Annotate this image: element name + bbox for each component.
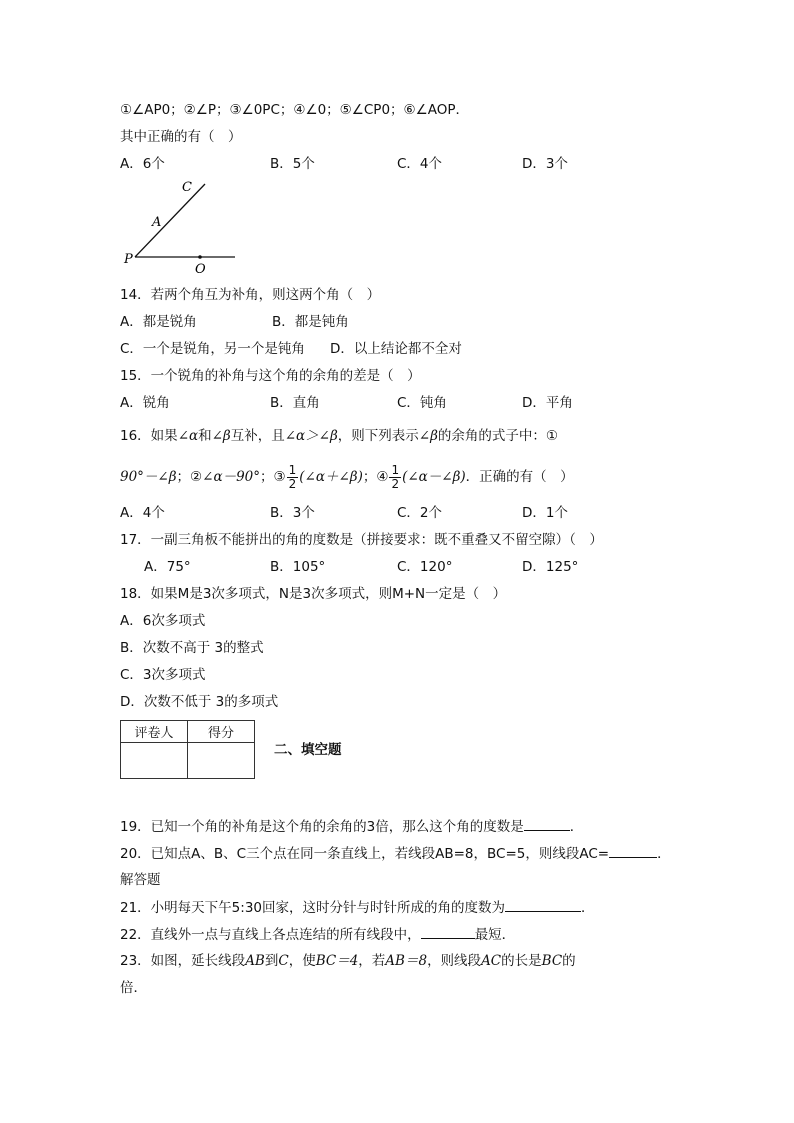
- q19-answer-blank: [524, 817, 570, 831]
- q19: [120, 817, 583, 836]
- label-o: O: [195, 262, 206, 276]
- q14-option-b: B．都是钝角: [272, 314, 349, 330]
- label-c: C: [182, 180, 192, 195]
- q16-half-fraction-2: [389, 464, 401, 491]
- q18-option-a: A．6次多项式: [120, 613, 206, 629]
- q16-option-b: B．3个: [270, 505, 315, 521]
- q23-segment-ac: AC: [481, 953, 502, 969]
- q19-end: ．: [569, 819, 584, 835]
- q21-answer-blank: [505, 898, 581, 912]
- q23-point-c: C: [278, 953, 289, 969]
- q16-sep-3: ；④: [362, 469, 389, 485]
- q20-text: 20．已知点A、B、C三个点在同一条直线上，若线段AB=8，BC=5，则线段AC=: [120, 846, 610, 862]
- q23-line1: [120, 952, 576, 970]
- q16-stem-a: 16．如果: [120, 428, 178, 444]
- q23-text-e: ，则线段: [427, 953, 482, 969]
- q14-option-c: C．一个是锐角，另一个是钝角: [120, 341, 305, 357]
- q16-sep-1: ；②: [176, 469, 203, 485]
- q23-segment-ab: AB: [245, 953, 265, 969]
- q22-text-a: 22．直线外一点与直线上各点连结的所有线段中，: [120, 927, 421, 943]
- q16-angle-beta: ∠β: [211, 428, 231, 444]
- q15-option-c: C．钝角: [397, 395, 447, 411]
- q18-option-c: C．3次多项式: [120, 667, 206, 683]
- q16-sep-2: ；③: [260, 469, 286, 485]
- q16-stem: [120, 427, 558, 445]
- q17-option-d: D．125°: [522, 559, 579, 575]
- q16-half-fraction-1: [287, 464, 299, 491]
- q23-text-g: 的: [562, 953, 576, 969]
- q15-stem: 15．一个锐角的补角与这个角的余角的差是（ ）: [120, 368, 421, 384]
- q14-option-d: D．以上结论都不全对: [330, 341, 462, 357]
- q16-expr-3: (∠α＋∠β): [299, 469, 363, 485]
- q16-option-d: D．1个: [522, 505, 568, 521]
- q16-expr-2: ∠α－90°: [202, 469, 261, 485]
- q23-text-c: ，使: [288, 953, 316, 969]
- q18-option-d: D．次数不低于 3的多项式: [120, 694, 279, 710]
- q16-angle-beta-2: ∠β: [418, 428, 438, 444]
- q16-expressions: [120, 460, 574, 494]
- q17-option-b: B．105°: [270, 559, 326, 575]
- q23-text-d: ，若: [358, 953, 386, 969]
- q18-stem: 18．如果M是3次多项式，N是3次多项式，则M+N一定是（ ）: [120, 586, 507, 602]
- score-table-grader-cell: [121, 743, 188, 779]
- q22-text-b: 最短．: [474, 927, 516, 943]
- label-p: P: [124, 252, 133, 267]
- q16-and: 和: [198, 428, 212, 444]
- fraction-numerator: 1: [288, 462, 297, 477]
- q20-end: ．: [657, 846, 671, 862]
- q20: [120, 844, 671, 863]
- q13-option-c: C．4个: [397, 156, 443, 172]
- q16-angle-alpha: ∠α: [177, 428, 199, 444]
- q13-question: 其中正确的有（ ）: [120, 129, 242, 145]
- q16-expr-4: (∠α－∠β): [402, 469, 466, 485]
- q17-option-a: A．75°: [144, 559, 191, 575]
- q21: [120, 898, 595, 917]
- q16-option-a: A．4个: [120, 505, 165, 521]
- q16-inequality: ∠α＞∠β: [284, 428, 338, 444]
- q16-stem-d: 的余角的式子中：①: [437, 428, 559, 444]
- q14-option-a: A．都是锐角: [120, 314, 197, 330]
- angle-figure: [118, 176, 248, 276]
- q16-tail: ．正确的有（ ）: [465, 469, 574, 485]
- fraction-denominator: 2: [391, 476, 400, 491]
- q23-text-f: 的长是: [501, 953, 542, 969]
- q16-stem-b: 互补，且: [230, 428, 285, 444]
- fraction-denominator: 2: [288, 476, 297, 491]
- q16-stem-c: ，则下列表示: [337, 428, 419, 444]
- score-table-score-header: 得分: [188, 721, 255, 743]
- q21-end: ．: [581, 900, 595, 916]
- q15-option-a: A．锐角: [120, 395, 170, 411]
- fraction-numerator: 1: [391, 462, 400, 477]
- q13-option-a: A．6个: [120, 156, 165, 172]
- q15-option-d: D．平角: [522, 395, 573, 411]
- ray-pc: [135, 184, 205, 257]
- q20-answer-blank: [609, 844, 657, 858]
- score-table-grader-header: 评卷人: [121, 721, 188, 743]
- q19-text: 19．已知一个角的补角是这个角的余角的3倍，那么这个角的度数是: [120, 819, 524, 835]
- q23-line2: 倍．: [120, 980, 147, 996]
- q16-expr-1: 90°－∠β: [120, 469, 177, 485]
- q13-option-d: D．3个: [522, 156, 568, 172]
- q22: [120, 925, 515, 944]
- q21-text: 21．小明每天下午5:30回家，这时分针与时针所成的角的度数为: [120, 900, 505, 916]
- q23-segment-bc: BC: [541, 953, 563, 969]
- score-table: [120, 720, 255, 779]
- score-table-score-cell: [188, 743, 255, 779]
- q16-option-c: C．2个: [397, 505, 443, 521]
- q15-option-b: B．直角: [270, 395, 320, 411]
- section-answer-title: 解答题: [120, 872, 161, 888]
- q23-ab-eq: AB＝8: [385, 953, 428, 969]
- q18-option-b: B．次数不高于 3的整式: [120, 640, 264, 656]
- q23-bc-eq: BC＝4: [315, 953, 359, 969]
- q22-answer-blank: [421, 925, 475, 939]
- q14-stem: 14．若两个角互为补角，则这两个角（ ）: [120, 287, 381, 303]
- section-fill-blank-title: 二、填空题: [274, 742, 342, 758]
- label-a: A: [152, 215, 162, 230]
- q17-option-c: C．120°: [397, 559, 453, 575]
- q23-text-b: 到: [264, 953, 279, 969]
- q13-option-b: B．5个: [270, 156, 315, 172]
- q23-text-a: 23．如图，延长线段: [120, 953, 246, 969]
- q13-items: ①∠AP0；②∠P；③∠0PC；④∠0；⑤∠CP0；⑥∠AOP．: [120, 102, 470, 118]
- q17-stem: 17．一副三角板不能拼出的角的度数是（拼接要求：既不重叠又不留空隙）（ ）: [120, 532, 603, 548]
- point-o: [198, 255, 202, 259]
